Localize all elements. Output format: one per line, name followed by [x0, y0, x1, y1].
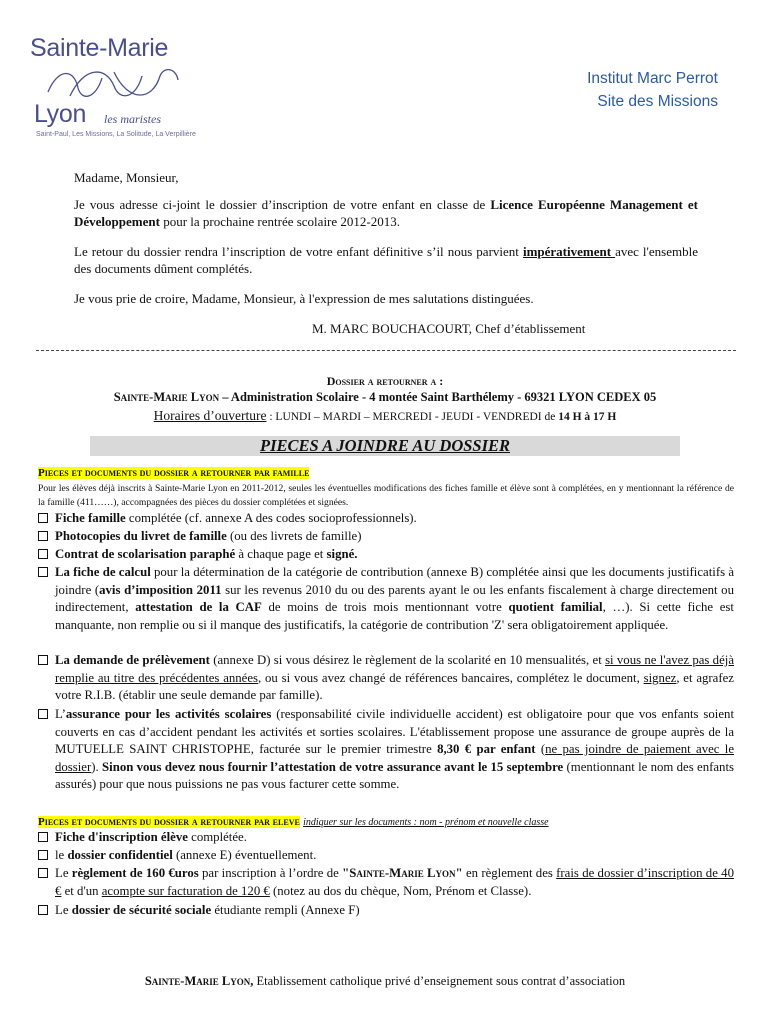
checkbox-icon[interactable] — [38, 549, 48, 559]
opening-hours — [0, 408, 770, 424]
item-text: et d'un — [61, 883, 102, 898]
checkbox-icon[interactable] — [38, 655, 48, 665]
checklist-item-contrat[interactable] — [38, 546, 734, 564]
p2-emphasis: impérativement — [522, 244, 616, 259]
separator — [36, 350, 736, 351]
item-text: (annexe D) si vous désirez le règlement de la scolarité en 10 mensualités, et — [209, 653, 606, 667]
item-text: sur les revenus 2010 du ou des parents ayant le ou les enfants fiscalement à charge directement ou indirectement, — [55, 582, 734, 615]
checklist-item-reglement[interactable] — [38, 865, 734, 900]
family-heading — [38, 464, 309, 482]
item-bold: La demande de prélèvement — [55, 653, 210, 667]
item-bold: Fiche famille — [55, 511, 126, 525]
item-underline: signez — [643, 670, 677, 685]
item-underline: acompte sur facturation de 120 € — [101, 883, 270, 898]
item-text: par inscription à l’ordre de — [198, 866, 343, 880]
item-bold: "Sainte-Marie Lyon" — [342, 866, 463, 880]
letter-paragraph-3: Je vous prie de croire, Madame, Monsieur, à l'expression de mes salutations distinguées. — [74, 291, 534, 306]
return-address-name: Sainte-Marie Lyon — [113, 390, 220, 404]
item-text: (responsabilité civile individuelle accident) est obligatoire pour que vos enfants soient couverts en cas d’accident pendant les activités et sorties scolaires. L'établissement propose une assurance de groupe auprès de la MUTUELLE SAINT CHRISTOPHE, facturée sur le premier trimestre — [55, 707, 734, 757]
hours-days: : LUNDI – MARDI – MERCREDI - JEUDI - VENDREDI de — [266, 411, 559, 423]
student-note: indiquer sur les documents : nom - prénom et nouvelle classe — [303, 817, 549, 828]
checklist-item-livret[interactable] — [38, 528, 734, 546]
item-text: complétée. — [187, 830, 247, 844]
item-bold: règlement de 160 €uros — [71, 866, 199, 880]
checklist-item-prelevement[interactable] — [38, 652, 734, 705]
item-underline: frais de dossier d’inscription de 40 € — [55, 866, 734, 898]
p1-program: Licence Européenne Management et Développement — [74, 197, 698, 229]
institute-site: Site des Missions — [597, 93, 718, 110]
item-bold: La fiche de calcul — [55, 565, 151, 579]
p2-text: Le retour du dossier rendra l’inscription de votre enfant définitive s’il nous parvient — [74, 244, 523, 259]
item-text: ( — [535, 742, 546, 757]
checkbox-icon[interactable] — [38, 531, 48, 541]
checkbox-icon[interactable] — [38, 868, 48, 878]
item-text: étudiante rempli (Annexe F) — [211, 903, 360, 917]
salutation: Madame, Monsieur, — [74, 170, 179, 185]
item-text: complétée (cf. annexe A des codes socioprofessionnels). — [125, 511, 417, 525]
return-address-text: – Administration Scolaire - 4 montée Saint Barthélemy - 69321 LYON CEDEX 05 — [219, 390, 657, 404]
family-note: Pour les élèves déjà inscrits à Sainte-Marie Lyon en 2011-2012, seules les éventuelles modifications des fiches famille et élève sont à complétées, en y mentionnant la référence de la famille (411……), accompagnées des pièces du dossier complétées et signées. — [38, 483, 734, 508]
item-text: , …). Si cette fiche est manquante, non remplie ou si il manque des justificatifs, la catégorie de contribution 'Z' sera obligatoirement appliquée. — [55, 600, 734, 632]
item-bold: Photocopies du livret de famille — [55, 529, 227, 543]
p2-end: avec l'ensemble des documents dûment complétés. — [74, 244, 698, 276]
item-bold: attestation de la CAF — [135, 600, 262, 615]
checkbox-icon[interactable] — [38, 709, 48, 719]
letter-paragraph-1 — [74, 197, 698, 230]
footer-name: Sainte-Marie Lyon, — [144, 974, 254, 988]
item-underline: si vous ne l'avez pas déjà remplie au titre des précédentes années — [55, 653, 734, 685]
footer — [0, 974, 770, 989]
checkbox-icon[interactable] — [38, 513, 48, 523]
item-underline: ne pas joindre de paiement avec le dossier — [55, 742, 734, 774]
family-heading-text: Pieces et documents du dossier a retourner par famille — [38, 467, 310, 479]
item-bold: avis d’imposition 2011 — [99, 582, 222, 597]
item-text: à chaque page et — [235, 547, 327, 561]
item-text: ). — [91, 759, 103, 774]
item-bold: assurance pour les activités scolaires — [65, 707, 272, 721]
student-heading-text: Pieces et documents du dossier a retourner par eleve — [38, 816, 300, 828]
item-text: (notez au dos du chèque, Nom, Prénom et Classe). — [269, 883, 532, 898]
item-bold: signé. — [326, 547, 358, 561]
item-text: , ou si vous avez changé de références bancaires, complétez le document, — [258, 670, 644, 685]
item-text: (ou des livrets de famille) — [226, 529, 362, 543]
p1-end: pour la prochaine rentrée scolaire 2012-2013. — [159, 213, 400, 229]
checkbox-icon[interactable] — [38, 832, 48, 842]
item-text: (mentionnant le nom des enfants assurés) pour que nous puissions ne pas vous facturer cette somme. — [55, 759, 734, 792]
checklist-item-fiche-famille[interactable] — [38, 510, 734, 528]
checklist-item-securite-sociale[interactable] — [38, 902, 734, 920]
logo-places: Saint-Paul, Les Missions, La Solitude, La Verpillière — [36, 131, 196, 138]
item-text: Le — [55, 903, 72, 917]
item-bold: dossier confidentiel — [67, 848, 173, 862]
signature: M. MARC BOUCHACOURT, Chef d’établissement — [312, 321, 586, 336]
item-text: Le — [55, 866, 72, 880]
school-logo — [30, 34, 196, 144]
item-bold: quotient familial — [508, 600, 603, 615]
return-title: Dossier a retourner a : — [326, 374, 444, 388]
p1-text: Je vous adresse ci-joint le dossier d’inscription de votre enfant en classe de — [74, 197, 491, 212]
section-title: PIECES A JOINDRE AU DOSSIER — [90, 436, 680, 456]
item-bold: 8,30 € par enfant — [437, 742, 536, 757]
item-bold: Sinon vous devez nous fournir l’attestation de votre assurance avant le 15 septembre — [102, 759, 564, 774]
institute-block — [587, 67, 718, 113]
logo-brand-top: Sainte-Marie — [30, 34, 169, 62]
letter-paragraph-2 — [74, 244, 698, 277]
checklist-item-dossier-confidentiel[interactable] — [38, 847, 734, 865]
item-text: pour la détermination de la catégorie de contribution (annexe B) complétée ainsi que les documents justificatifs à joindre ( — [55, 565, 735, 597]
item-bold: dossier de sécurité sociale — [71, 903, 212, 917]
hours-time: 14 H à 17 H — [558, 411, 617, 423]
checklist-item-fiche-calcul[interactable] — [38, 564, 734, 634]
footer-text: Etablissement catholique privé d’enseignement sous contrat d’association — [253, 974, 626, 988]
item-bold: Contrat de scolarisation paraphé — [55, 547, 236, 561]
item-text: le — [55, 848, 68, 862]
hours-label: Horaires d’ouverture — [153, 408, 267, 423]
checkbox-icon[interactable] — [38, 905, 48, 915]
checklist-item-assurance[interactable] — [38, 706, 734, 794]
logo-brand-city: Lyon — [34, 100, 87, 128]
checklist-item-fiche-inscription[interactable] — [38, 829, 734, 847]
item-text: de moins de trois mois mentionnant votre — [261, 600, 509, 615]
item-text: (annexe E) éventuellement. — [172, 848, 317, 862]
institute-name: Institut Marc Perrot — [587, 70, 718, 87]
item-text: , et agrafez votre R.I.B. (établir une seule demande par famille). — [55, 670, 734, 703]
checkbox-icon[interactable] — [38, 850, 48, 860]
item-bold: Fiche d'inscription élève — [55, 830, 188, 844]
return-address — [0, 390, 770, 405]
checkbox-icon[interactable] — [38, 567, 48, 577]
item-text: en règlement des — [462, 866, 557, 880]
logo-maristes: les maristes — [104, 112, 161, 126]
item-text: L’ — [55, 707, 66, 721]
